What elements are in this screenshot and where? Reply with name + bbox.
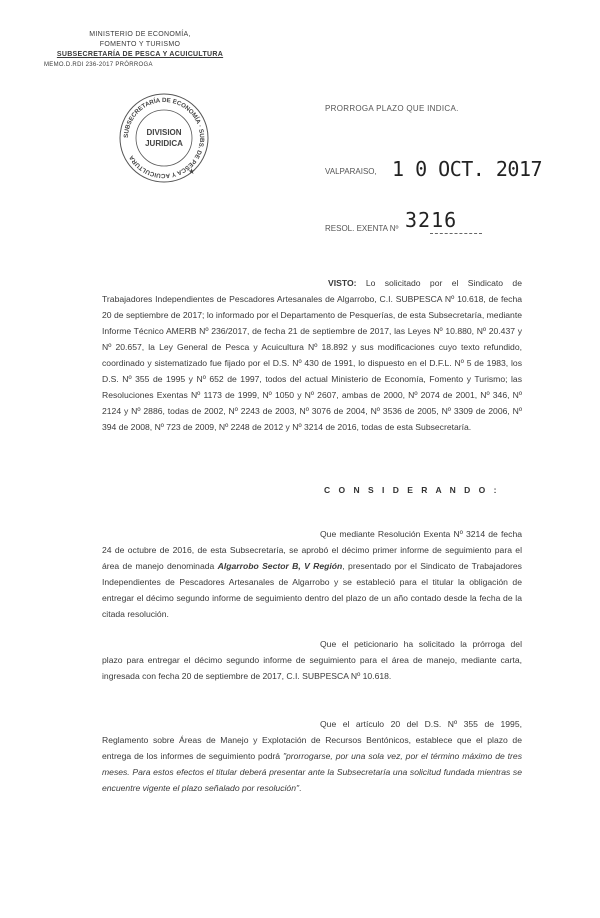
stamp-ring-text: SUBSECRETARÍA DE ECONOMÍA · SUBS. DE PESCA Y ACUICULTURA bbox=[122, 96, 206, 180]
letterhead bbox=[40, 30, 240, 70]
city: VALPARAISO, bbox=[325, 167, 377, 176]
undersecretariat-name: SUBSECRETARÍA DE PESCA Y ACUICULTURA bbox=[56, 51, 224, 58]
visto-paragraph bbox=[102, 275, 522, 435]
p2-text: Que el peticionario ha solicitado la prórroga del plazo para entregar el décimo segundo informe de seguimiento para el área de manejo, mediante carta, ingresada con fecha 20 de septiembre de 2017, C.I. SUBPESCA Nº 10.618. bbox=[102, 639, 522, 681]
date-day: 1 0 bbox=[392, 157, 427, 181]
stamp-center-line-2: JURIDICA bbox=[145, 139, 183, 148]
management-area-name: Algarrobo Sector B, V Región bbox=[217, 561, 343, 571]
division-juridica-stamp bbox=[118, 92, 210, 184]
resolution-number-underline bbox=[430, 233, 482, 234]
considerando-paragraph-1 bbox=[102, 526, 522, 622]
regulation-quote: "prorrogarse, por una sola vez, por el término máximo de tres meses. Para estos efectos el titular deberá presentar ante la Subsecretaría una solicitud fundada mientras se encuentre vigente el plazo señalado por resolución" bbox=[102, 751, 522, 793]
date-stamp bbox=[392, 157, 542, 181]
stamp-center-line-1: DIVISION bbox=[146, 128, 182, 137]
considerando-paragraph-3 bbox=[102, 716, 522, 796]
p1-text-a: Que mediante Resolución Exenta Nº 3214 de fecha 24 de octubre de 2016, de esta Subsecretaría, se aprobó el décimo primer informe de seguimiento para el área de manejo denominada bbox=[102, 529, 522, 571]
resolution-number: 3216 bbox=[405, 208, 458, 232]
p1-text-b: , presentado por el Sindicato de Trabajadores Independientes de Pescadores Artesanales de Algarrobo y se estableció para el titular la obligación de entregar el décimo segundo informe de seguimiento dentro del plazo de un año contado desde la fecha de la citada resolución. bbox=[102, 561, 522, 619]
p3-text-b: . bbox=[299, 783, 302, 793]
ministry-name-2: FOMENTO Y TURISMO bbox=[99, 41, 181, 48]
memo-reference: MEMO.D.RDI 236-2017 PRÓRROGA bbox=[44, 62, 153, 68]
considerando-paragraph-2 bbox=[102, 636, 522, 684]
p3-text-a: Que el artículo 20 del D.S. Nº 355 de 1995, Reglamento sobre Áreas de Manejo y Explotación de Recursos Bentónicos, establece que el plazo de entrega de los informes de seguimiento podrá bbox=[102, 719, 522, 761]
ministry-name: MINISTERIO DE ECONOMÍA, bbox=[89, 31, 191, 38]
considerando-heading: C O N S I D E R A N D O : bbox=[324, 485, 500, 495]
stamp-star-icon: ★ bbox=[188, 167, 196, 176]
visto-label: VISTO: bbox=[328, 278, 357, 288]
visto-text: Lo solicitado por el Sindicato de Trabajadores Independientes de Pescadores Artesanales de Algarrobo, C.I. SUBPESCA Nº 10.618, de fecha 20 de septiembre de 2017; lo informado por el Departamento de Pesquerías, de esta Subsecretaría, mediante Informe Técnico AMERB Nº 236/2017, de fecha 21 de septiembre de 2017, las Leyes Nº 10.880, Nº 20.437 y Nº 20.657, la Ley General de Pesca y Acuicultura Nº 18.892 y sus modificaciones cuyo texto refundido, coordinado y sistematizado fue fijado por el D.S. Nº 430 de 1991, lo dispuesto en el D.F.L. Nº 5 de 1983, los D.S. Nº 355 de 1995 y Nº 652 de 1997, todos del actual Ministerio de Economía, Fomento y Turismo; las Resoluciones Exentas Nº 1173 de 1999, Nº 1050 y Nº 2607, ambas de 2000, Nº 2074 de 2001, Nº 346, Nº 2124 y Nº 2886, todas de 2002, Nº 2243 de 2003, Nº 3076 de 2004, Nº 3536 de 2005, Nº 3309 de 2006, Nº 394 de 2008, Nº 723 de 2009, Nº 2248 de 2012 y Nº 3214 de 2016, todas de esta Subsecretaría. bbox=[102, 278, 522, 432]
resolution-label: RESOL. EXENTA Nº bbox=[325, 224, 399, 233]
subject-line: PRORROGA PLAZO QUE INDICA. bbox=[325, 104, 459, 113]
date-month-year: OCT. 2017 bbox=[438, 157, 543, 181]
